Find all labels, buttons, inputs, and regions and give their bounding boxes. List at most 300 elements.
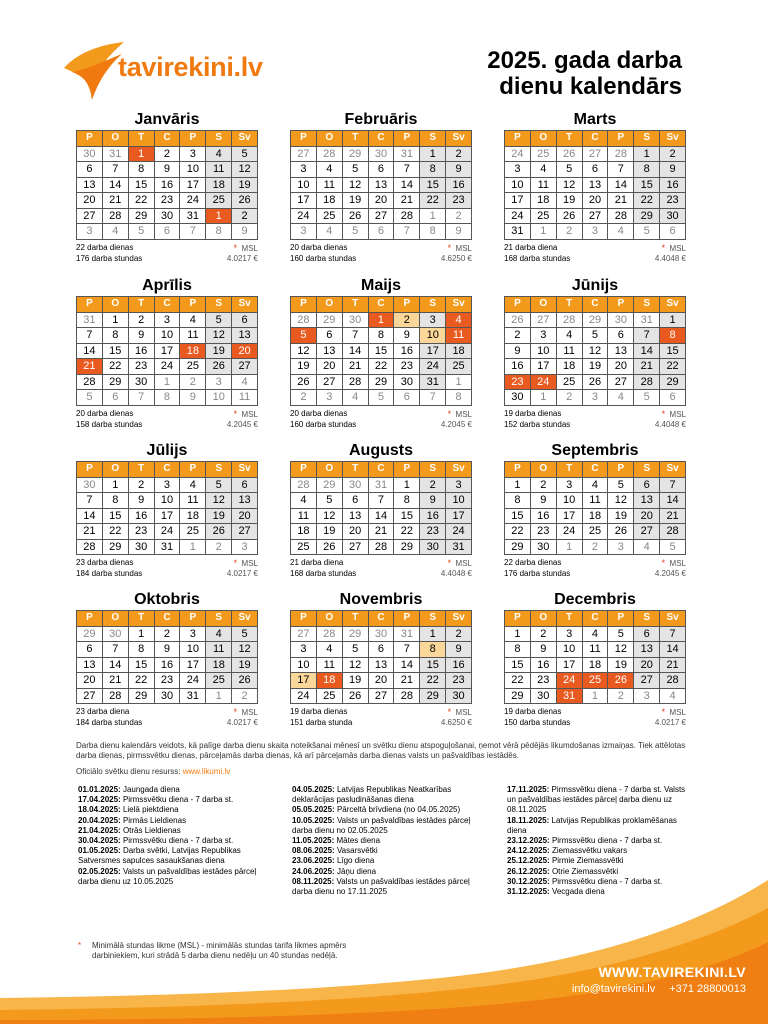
day-cell: 1 xyxy=(206,689,232,705)
day-cell: 29 xyxy=(103,540,129,556)
month-summary xyxy=(76,558,258,580)
day-cell: 4 xyxy=(103,224,129,240)
day-cell: 8 xyxy=(420,642,446,658)
day-cell: 20 xyxy=(369,673,395,689)
day-cell: 11 xyxy=(232,390,258,406)
day-cell: 22 xyxy=(505,673,531,689)
day-cell: 30 xyxy=(155,209,181,225)
weekday-header: P xyxy=(608,462,634,478)
footer-email-link[interactable]: info@tavirekini.lv xyxy=(571,983,656,995)
day-cell: 2 xyxy=(180,375,206,391)
day-cell: 13 xyxy=(634,642,660,658)
month-grid xyxy=(76,130,258,240)
work-days-count: 19 darba dienas xyxy=(504,707,562,716)
day-cell: 14 xyxy=(394,658,420,674)
day-cell: 12 xyxy=(583,344,609,360)
day-cell: 30 xyxy=(369,147,395,163)
day-cell: 14 xyxy=(660,493,686,509)
day-cell: 15 xyxy=(394,509,420,525)
day-cell: 2 xyxy=(608,689,634,705)
day-cell: 22 xyxy=(103,524,129,540)
month-summary xyxy=(76,243,258,265)
weekday-header: S xyxy=(420,611,446,627)
info-text: Darba dienu kalendārs veidots, kā palīge darba dienu skaita noteikšanai mēnesī un svētku dienu atspoguļošanai, ņemot vērā pēdējās likumdošanas izmaiņas. Tiek attēlotas darba dienas, pirmssvētku dienas, pārceļamās darba dienas, kā arī pārceļamās darba dienas valsts un pašvaldības iestādēs. xyxy=(76,741,686,761)
day-cell: 24 xyxy=(180,673,206,689)
weekday-header: P xyxy=(180,297,206,313)
day-cell: 4 xyxy=(608,390,634,406)
day-cell: 29 xyxy=(369,375,395,391)
day-cell: 16 xyxy=(129,509,155,525)
day-cell: 20 xyxy=(634,509,660,525)
day-cell: 8 xyxy=(634,162,660,178)
day-cell: 5 xyxy=(660,540,686,556)
day-cell: 11 xyxy=(317,178,343,194)
day-cell: 5 xyxy=(232,627,258,643)
day-cell: 5 xyxy=(343,162,369,178)
weekday-header: T xyxy=(557,611,583,627)
day-cell: 24 xyxy=(531,375,557,391)
day-cell: 14 xyxy=(394,178,420,194)
day-cell: 15 xyxy=(420,178,446,194)
day-cell: 12 xyxy=(343,658,369,674)
day-cell: 20 xyxy=(232,344,258,360)
day-cell: 31 xyxy=(394,627,420,643)
day-cell: 2 xyxy=(420,478,446,494)
day-cell: 27 xyxy=(583,209,609,225)
month-summary xyxy=(504,707,686,729)
day-cell: 8 xyxy=(369,328,395,344)
day-cell: 3 xyxy=(180,147,206,163)
day-cell: 2 xyxy=(531,627,557,643)
day-cell: 8 xyxy=(505,493,531,509)
msl-label: * MSL xyxy=(233,242,258,253)
day-cell: 7 xyxy=(608,162,634,178)
holiday-description: Jaungada diena xyxy=(122,785,180,794)
day-cell: 17 xyxy=(180,178,206,194)
day-cell: 24 xyxy=(446,524,472,540)
weekday-header: P xyxy=(77,131,103,147)
day-cell: 3 xyxy=(77,224,103,240)
day-cell: 3 xyxy=(155,478,181,494)
holiday-description: Pirmssvētku diena - 7 darba st. xyxy=(551,876,663,886)
work-days-count: 23 darba dienas xyxy=(76,558,134,567)
day-cell: 23 xyxy=(155,193,181,209)
day-cell: 19 xyxy=(343,193,369,209)
weekday-header: C xyxy=(369,131,395,147)
weekday-header: P xyxy=(180,611,206,627)
day-cell: 28 xyxy=(634,375,660,391)
work-days-count: 22 darba dienas xyxy=(76,242,134,252)
day-cell: 14 xyxy=(634,344,660,360)
msl-label: * MSL xyxy=(447,408,472,419)
msl-value: 4.0217 € xyxy=(226,569,258,578)
day-cell: 14 xyxy=(103,178,129,194)
weekday-header: S xyxy=(206,297,232,313)
month-calendar xyxy=(504,110,686,265)
day-cell: 1 xyxy=(420,627,446,643)
day-cell: 22 xyxy=(505,524,531,540)
weekday-header: Sv xyxy=(446,611,472,627)
holiday-date: 01.01.2025: xyxy=(78,785,121,794)
day-cell: 6 xyxy=(634,627,660,643)
day-cell: 17 xyxy=(291,193,317,209)
weekday-header: C xyxy=(369,611,395,627)
day-cell: 7 xyxy=(103,642,129,658)
day-cell: 1 xyxy=(103,313,129,329)
holiday-entry xyxy=(78,816,268,826)
day-cell: 17 xyxy=(291,673,317,689)
day-cell: 23 xyxy=(155,673,181,689)
day-cell: 2 xyxy=(394,313,420,329)
day-cell: 8 xyxy=(394,493,420,509)
day-cell: 5 xyxy=(369,390,395,406)
day-cell: 16 xyxy=(505,359,531,375)
holiday-date: 23.12.2025: xyxy=(507,836,550,846)
day-cell: 9 xyxy=(446,162,472,178)
work-hours-count: 184 darba stundas xyxy=(76,718,143,727)
source-line xyxy=(76,767,230,776)
day-cell: 14 xyxy=(660,642,686,658)
day-cell: 18 xyxy=(180,344,206,360)
msl-value: 4.2045 € xyxy=(654,569,686,578)
weekday-header: P xyxy=(291,611,317,627)
day-cell: 26 xyxy=(557,209,583,225)
weekday-header: S xyxy=(634,297,660,313)
month-calendar xyxy=(290,441,472,580)
weekday-header: C xyxy=(155,297,181,313)
holiday-entry xyxy=(507,856,693,866)
day-cell: 19 xyxy=(557,193,583,209)
month-name: Novembris xyxy=(339,591,423,608)
day-cell: 22 xyxy=(634,193,660,209)
day-cell: 26 xyxy=(206,359,232,375)
day-cell: 21 xyxy=(103,673,129,689)
weekday-header: T xyxy=(343,131,369,147)
footnote-text: Minimālā stundas likme (MSL) - minimālās stundas tarifa likmes apmērs darbiniekiem, kuri strādā 5 darba dienu nedēļu un 40 stundas nedēļā. xyxy=(92,941,347,961)
day-cell: 15 xyxy=(660,344,686,360)
day-cell: 9 xyxy=(129,328,155,344)
day-cell: 1 xyxy=(505,478,531,494)
msl-value: 4.0217 € xyxy=(226,718,258,727)
weekday-header: O xyxy=(103,297,129,313)
month-calendar xyxy=(290,590,472,729)
day-cell: 28 xyxy=(394,209,420,225)
day-cell: 4 xyxy=(232,375,258,391)
weekday-header: P xyxy=(291,131,317,147)
day-cell: 29 xyxy=(129,689,155,705)
day-cell: 17 xyxy=(505,193,531,209)
footer-website-link[interactable]: WWW.TAVIREKINI.LV xyxy=(598,964,746,980)
day-cell: 6 xyxy=(369,642,395,658)
day-cell: 18 xyxy=(180,509,206,525)
day-cell: 18 xyxy=(291,524,317,540)
msl-label: * MSL xyxy=(661,408,686,419)
day-cell: 10 xyxy=(155,493,181,509)
day-cell: 13 xyxy=(634,493,660,509)
month-calendar xyxy=(76,590,258,729)
day-cell: 16 xyxy=(446,178,472,194)
day-cell: 1 xyxy=(206,209,232,225)
day-cell: 11 xyxy=(446,328,472,344)
day-cell: 12 xyxy=(206,493,232,509)
day-cell: 1 xyxy=(369,313,395,329)
holiday-entry xyxy=(78,836,268,846)
weekday-header: S xyxy=(206,611,232,627)
day-cell: 3 xyxy=(583,390,609,406)
holiday-date: 05.05.2025: xyxy=(292,805,335,815)
day-cell: 30 xyxy=(608,313,634,329)
day-cell: 23 xyxy=(129,359,155,375)
month-calendar xyxy=(290,276,472,431)
weekday-header: Sv xyxy=(660,611,686,627)
day-cell: 19 xyxy=(206,344,232,360)
day-cell: 1 xyxy=(420,147,446,163)
day-cell: 31 xyxy=(446,540,472,556)
holiday-entry xyxy=(78,785,268,795)
holiday-entry xyxy=(507,867,693,877)
month-calendar xyxy=(290,110,472,265)
weekday-header: O xyxy=(103,131,129,147)
day-cell: 31 xyxy=(180,209,206,225)
day-cell: 24 xyxy=(505,209,531,225)
day-cell: 5 xyxy=(129,224,155,240)
holiday-date: 25.12.2025: xyxy=(507,856,550,866)
day-cell: 12 xyxy=(232,162,258,178)
day-cell: 15 xyxy=(103,509,129,525)
day-cell: 1 xyxy=(531,390,557,406)
day-cell: 4 xyxy=(291,493,317,509)
day-cell: 12 xyxy=(232,642,258,658)
day-cell: 5 xyxy=(634,224,660,240)
weekday-header: C xyxy=(583,297,609,313)
day-cell: 28 xyxy=(608,209,634,225)
day-cell: 28 xyxy=(103,689,129,705)
day-cell: 28 xyxy=(394,689,420,705)
holiday-description: Pirmssvētku diena - 7 darba st. xyxy=(122,836,234,846)
day-cell: 22 xyxy=(420,673,446,689)
day-cell: 9 xyxy=(505,344,531,360)
holiday-entry xyxy=(292,867,472,877)
day-cell: 22 xyxy=(129,673,155,689)
day-cell: 6 xyxy=(660,390,686,406)
day-cell: 9 xyxy=(394,328,420,344)
work-hours-count: 176 darba stundas xyxy=(504,569,571,578)
day-cell: 3 xyxy=(557,627,583,643)
weekday-header: C xyxy=(583,131,609,147)
msl-label: * MSL xyxy=(233,558,258,568)
day-cell: 15 xyxy=(129,178,155,194)
footnote-asterisk: * xyxy=(78,941,82,950)
day-cell: 17 xyxy=(155,344,181,360)
day-cell: 24 xyxy=(557,673,583,689)
day-cell: 15 xyxy=(420,658,446,674)
day-cell: 3 xyxy=(505,162,531,178)
day-cell: 12 xyxy=(206,328,232,344)
month-calendar xyxy=(504,441,686,580)
day-cell: 27 xyxy=(608,375,634,391)
day-cell: 28 xyxy=(77,540,103,556)
weekday-header: C xyxy=(369,462,395,478)
work-hours-count: 150 darba stundas xyxy=(504,718,571,727)
month-name: Jūnijs xyxy=(571,277,619,294)
day-cell: 16 xyxy=(394,344,420,360)
day-cell: 13 xyxy=(232,328,258,344)
day-cell: 13 xyxy=(77,658,103,674)
day-cell: 7 xyxy=(103,162,129,178)
month-name: Septembris xyxy=(551,442,639,459)
day-cell: 27 xyxy=(77,209,103,225)
msl-label: * MSL xyxy=(447,242,472,253)
weekday-header: P xyxy=(608,131,634,147)
weekday-header: P xyxy=(505,611,531,627)
day-cell: 27 xyxy=(291,147,317,163)
day-cell: 3 xyxy=(634,689,660,705)
weekday-header: T xyxy=(129,297,155,313)
day-cell: 4 xyxy=(180,478,206,494)
holiday-entry xyxy=(507,785,693,816)
weekday-header: C xyxy=(369,297,395,313)
work-days-count: 22 darba dienas xyxy=(504,558,562,567)
holiday-description: Valsts un pašvaldības iestādes pārceļ darba dienu uz 10.05.2025 xyxy=(78,866,257,886)
day-cell: 26 xyxy=(206,524,232,540)
holiday-description: Vasarsvētki xyxy=(336,846,378,856)
weekday-header: T xyxy=(557,131,583,147)
holiday-date: 17.04.2025: xyxy=(78,795,121,805)
day-cell: 29 xyxy=(634,209,660,225)
weekday-header: O xyxy=(531,611,557,627)
weekday-header: Sv xyxy=(232,462,258,478)
day-cell: 13 xyxy=(369,658,395,674)
weekday-header: P xyxy=(505,462,531,478)
weekday-header: O xyxy=(317,611,343,627)
weekday-header: S xyxy=(420,131,446,147)
day-cell: 4 xyxy=(557,328,583,344)
footer-phone: +371 28800013 xyxy=(669,983,746,995)
day-cell: 28 xyxy=(660,524,686,540)
day-cell: 3 xyxy=(446,478,472,494)
day-cell: 30 xyxy=(155,689,181,705)
month-grid xyxy=(504,610,686,704)
day-cell: 28 xyxy=(317,627,343,643)
holiday-date: 20.04.2025: xyxy=(78,815,121,825)
day-cell: 23 xyxy=(394,359,420,375)
day-cell: 14 xyxy=(608,178,634,194)
day-cell: 9 xyxy=(180,390,206,406)
day-cell: 19 xyxy=(583,359,609,375)
msl-label-text: MSL xyxy=(241,243,258,253)
weekday-header: P xyxy=(505,297,531,313)
day-cell: 28 xyxy=(343,375,369,391)
holiday-description: Vecgada diena xyxy=(551,887,605,897)
day-cell: 28 xyxy=(369,540,395,556)
day-cell: 17 xyxy=(155,509,181,525)
holiday-description: Pārceltā brīvdiena (no 04.05.2025) xyxy=(336,805,461,815)
day-cell: 10 xyxy=(557,493,583,509)
day-cell: 19 xyxy=(232,658,258,674)
logo xyxy=(58,38,318,108)
day-cell: 8 xyxy=(660,328,686,344)
day-cell: 1 xyxy=(420,209,446,225)
source-link[interactable]: www.likumi.lv xyxy=(182,767,231,776)
weekday-header: C xyxy=(155,462,181,478)
day-cell: 11 xyxy=(583,493,609,509)
day-cell: 2 xyxy=(129,313,155,329)
day-cell: 2 xyxy=(129,478,155,494)
month-grid xyxy=(290,461,472,555)
day-cell: 1 xyxy=(129,147,155,163)
day-cell: 28 xyxy=(103,209,129,225)
work-days-count: 20 darba dienas xyxy=(290,242,348,252)
day-cell: 18 xyxy=(583,509,609,525)
day-cell: 8 xyxy=(206,224,232,240)
month-calendar xyxy=(504,590,686,729)
day-cell: 11 xyxy=(180,493,206,509)
holiday-date: 24.06.2025: xyxy=(292,866,335,876)
holiday-date: 01.05.2025: xyxy=(78,846,121,856)
day-cell: 5 xyxy=(608,627,634,643)
holiday-description: Valsts un pašvaldības iestādes pārceļ darba dienu no 17.11.2025 xyxy=(292,876,470,897)
holiday-date: 21.04.2025: xyxy=(78,825,121,835)
day-cell: 3 xyxy=(531,328,557,344)
weekday-header: C xyxy=(155,131,181,147)
day-cell: 25 xyxy=(583,673,609,689)
day-cell: 7 xyxy=(369,493,395,509)
day-cell: 7 xyxy=(634,328,660,344)
day-cell: 30 xyxy=(420,540,446,556)
day-cell: 19 xyxy=(291,359,317,375)
day-cell: 3 xyxy=(155,313,181,329)
day-cell: 4 xyxy=(206,147,232,163)
work-hours-count: 152 darba stundas xyxy=(504,419,571,429)
holiday-date: 02.05.2025: xyxy=(78,866,121,876)
day-cell: 12 xyxy=(343,178,369,194)
weekday-header: S xyxy=(420,462,446,478)
holiday-entry xyxy=(78,795,268,805)
weekday-header: O xyxy=(317,297,343,313)
day-cell: 11 xyxy=(291,509,317,525)
day-cell: 2 xyxy=(291,390,317,406)
day-cell: 25 xyxy=(291,540,317,556)
weekday-header: P xyxy=(394,297,420,313)
day-cell: 10 xyxy=(531,344,557,360)
day-cell: 5 xyxy=(634,390,660,406)
msl-label-text: MSL xyxy=(669,708,686,717)
msl-value: 4.0217 € xyxy=(654,718,686,727)
month-summary xyxy=(76,409,258,431)
day-cell: 28 xyxy=(77,375,103,391)
day-cell: 29 xyxy=(77,627,103,643)
day-cell: 9 xyxy=(420,493,446,509)
day-cell: 27 xyxy=(369,209,395,225)
day-cell: 27 xyxy=(634,524,660,540)
weekday-header: S xyxy=(634,462,660,478)
day-cell: 4 xyxy=(343,390,369,406)
day-cell: 18 xyxy=(206,178,232,194)
month-name: Jūlijs xyxy=(146,442,188,459)
weekday-header: S xyxy=(634,611,660,627)
weekday-header: Sv xyxy=(446,131,472,147)
day-cell: 19 xyxy=(608,509,634,525)
work-hours-count: 160 darba stundas xyxy=(290,419,357,429)
day-cell: 13 xyxy=(608,344,634,360)
holiday-description: Ziemassvētku vakars xyxy=(551,846,628,856)
holiday-date: 08.11.2025: xyxy=(292,876,335,886)
weekday-header: O xyxy=(103,611,129,627)
holiday-description: Pirmssvētku diena - 7 darba st. xyxy=(122,795,234,805)
holiday-description: Pirmās Lieldienas xyxy=(122,815,187,825)
day-cell: 13 xyxy=(317,344,343,360)
day-cell: 25 xyxy=(531,147,557,163)
